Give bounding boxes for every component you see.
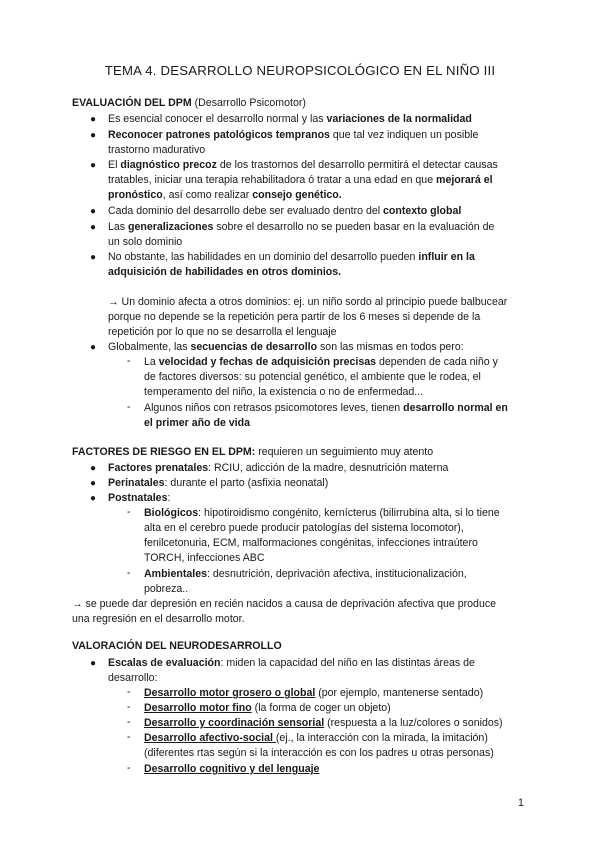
sub-item-continuation: pobreza.. — [144, 583, 189, 595]
list-item-continuation: trastorno madurativo — [108, 144, 206, 156]
dash-icon: - — [127, 567, 131, 579]
bullet-icon: ● — [90, 493, 97, 504]
section-heading-valoracion: VALORACIÓN DEL NEURODESARROLLO — [72, 640, 282, 652]
sub-item: Biológicos: hipotiroidismo congénito, kernícterus (bilirrubina alta, si lo tiene — [144, 507, 500, 519]
note-arrow: repetición por lo que no se desarrolla el lenguaje — [108, 326, 337, 338]
sub-item-continuation: (diferentes rtas según si la interacción es con los padres u otras personas) — [144, 747, 494, 759]
sub-item-continuation: el primer año de vida — [144, 417, 250, 429]
section-heading-evaluacion: EVALUACIÓN DEL DPM (Desarrollo Psicomotor) — [72, 97, 306, 109]
list-item-continuation: adquisición de habilidades en otros dominios. — [108, 266, 342, 278]
sub-item-continuation: alta en el cerebro puede producir patologías del sistema locomotor), — [144, 522, 464, 534]
list-item: Las generalizaciones sobre el desarrollo no se pueden basar en la evaluación de — [108, 221, 495, 233]
bullet-icon: ● — [90, 463, 97, 474]
bullet-icon: ● — [90, 478, 97, 489]
bullet-icon: ● — [90, 130, 97, 141]
list-item-continuation: desarrollo: — [108, 672, 158, 684]
list-item: No obstante, las habilidades en un dominio del desarrollo pueden influir en la — [108, 251, 475, 263]
list-item: Perinatales: durante el parto (asfixia neonatal) — [108, 477, 329, 489]
bullet-icon: ● — [90, 222, 97, 233]
note-arrow: → Un dominio afecta a otros dominios: ej. un niño sordo al principio puede balbucear — [108, 296, 508, 308]
sub-item: Ambientales: desnutrición, deprivación afectiva, institucionalización, — [144, 568, 467, 580]
list-item-continuation: un solo dominio — [108, 236, 183, 248]
bullet-icon: ● — [90, 160, 97, 171]
bullet-icon: ● — [90, 658, 97, 669]
list-item: Postnatales: — [108, 492, 171, 504]
note-arrow: → se puede dar depresión en recién nacidos a causa de deprivación afectiva que produce — [72, 598, 497, 610]
list-item: Factores prenatales: RCIU, adicción de la madre, desnutrición materna — [108, 462, 449, 474]
bullet-icon: ● — [90, 252, 97, 263]
page-number: 1 — [518, 797, 524, 809]
page-title: TEMA 4. DESARROLLO NEUROPSICOLÓGICO EN EL NIÑO III — [104, 63, 496, 78]
sub-item: La velocidad y fechas de adquisición precisas dependen de cada niño y — [144, 356, 498, 368]
list-item: Reconocer patrones patológicos tempranos que tal vez indiquen un posible — [108, 129, 479, 141]
list-item-continuation: pronóstico, así como realizar consejo genético. — [108, 189, 342, 201]
sub-item: Desarrollo afectivo-social (ej., la interacción con la mirada, la imitación) — [144, 732, 488, 744]
sub-item: Desarrollo motor fino (la forma de coger un objeto) — [144, 702, 391, 714]
sub-item-continuation: de factores diversos: su potencial genético, el ambiente que le rodea, el — [144, 371, 481, 383]
list-item: Globalmente, las secuencias de desarrollo son las mismas en todos pero: — [108, 341, 464, 353]
dash-icon: - — [127, 686, 131, 698]
note-arrow: una regresión en el desarrollo motor. — [72, 613, 245, 625]
note-arrow: porque no depende se la repetición pera partir de los 6 meses si depende de la — [108, 311, 481, 323]
bullet-icon: ● — [90, 114, 97, 125]
sub-item: Desarrollo y coordinación sensorial (respuesta a la luz/colores o sonidos) — [144, 717, 503, 729]
sub-item: Algunos niños con retrasos psicomotores leves, tienen desarrollo normal en — [144, 402, 508, 414]
bullet-icon: ● — [90, 206, 97, 217]
dash-icon: - — [127, 506, 131, 518]
sub-item: Desarrollo cognitivo y del lenguaje — [144, 763, 320, 775]
list-item: El diagnóstico precoz de los trastornos del desarrollo permitirá el detectar causas — [108, 159, 498, 171]
dash-icon: - — [127, 731, 131, 743]
dash-icon: - — [127, 762, 131, 774]
section-heading-factores: FACTORES DE RIESGO EN EL DPM: requieren un seguimiento muy atento — [72, 446, 434, 458]
list-item: Es esencial conocer el desarrollo normal y las variaciones de la normalidad — [108, 113, 472, 125]
list-item: Escalas de evaluación: miden la capacidad del niño en las distintas áreas de — [108, 657, 475, 669]
sub-item-continuation: fenilcetonuria, ECM, malformaciones congénitas, infecciones intraútero — [144, 537, 478, 549]
dash-icon: - — [127, 355, 131, 367]
sub-item-continuation: temperamento del niño, la existencia o no de enfermedad... — [144, 386, 424, 398]
bullet-icon: ● — [90, 342, 97, 353]
dash-icon: - — [127, 401, 131, 413]
dash-icon: - — [127, 701, 131, 713]
list-item: Cada dominio del desarrollo debe ser evaluado dentro del contexto global — [108, 205, 462, 217]
sub-item-continuation: TORCH, infecciones ABC — [144, 552, 265, 564]
list-item-continuation: tratables, iniciar una terapia rehabilitadora ó tratar a una edad en que mejorará el — [108, 174, 493, 186]
sub-item: Desarrollo motor grosero o global (por ejemplo, mantenerse sentado) — [144, 687, 484, 699]
dash-icon: - — [127, 716, 131, 728]
